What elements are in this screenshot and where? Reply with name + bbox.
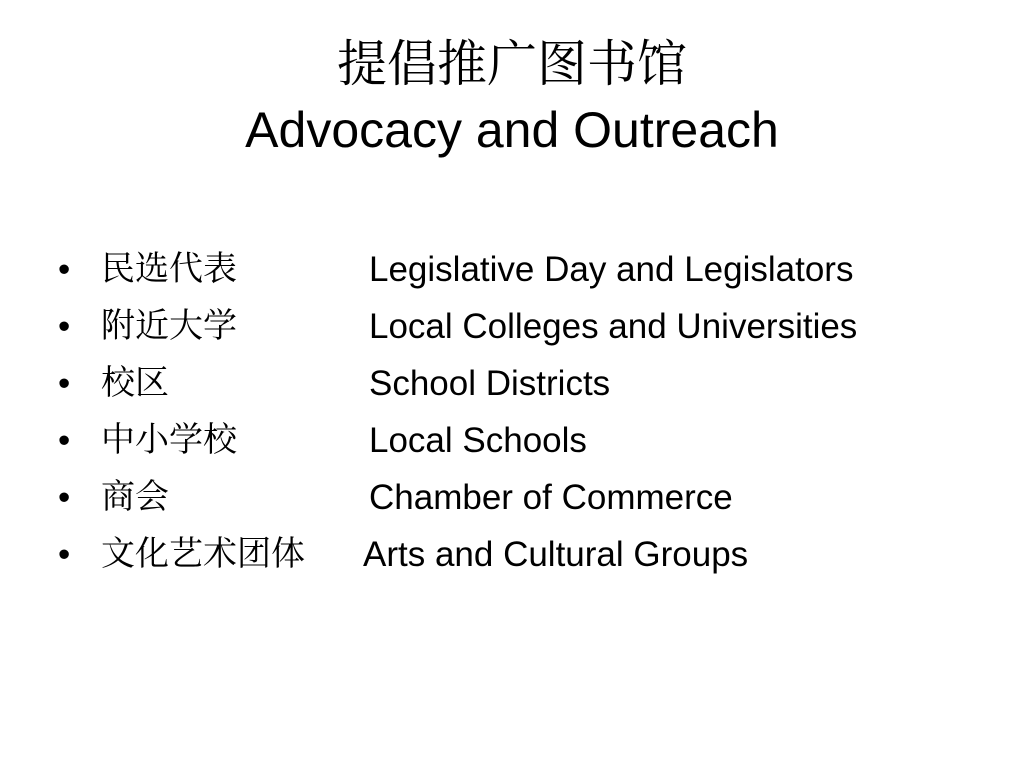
item-english: School Districts	[369, 364, 611, 403]
item-chinese: 民选代表	[101, 249, 237, 289]
item-english: Local Schools	[369, 421, 587, 460]
slide-title	[0, 28, 1024, 160]
bullet-icon: •	[58, 250, 71, 289]
bullet-icon: •	[58, 364, 71, 403]
item-chinese: 文化艺术团体	[101, 534, 305, 574]
title-english: Advocacy and Outreach	[245, 102, 779, 158]
item-english: Arts and Cultural Groups	[363, 535, 749, 574]
bullet-icon: •	[58, 478, 71, 517]
title-chinese: 提倡推广图书馆	[337, 35, 687, 93]
item-english: Legislative Day and Legislators	[369, 250, 854, 289]
item-chinese: 商会	[101, 477, 169, 517]
bullet-icon: •	[58, 421, 71, 460]
item-english: Chamber of Commerce	[369, 478, 733, 517]
item-english: Local Colleges and Universities	[369, 307, 858, 346]
item-chinese: 校区	[101, 363, 169, 403]
bullet-icon: •	[58, 307, 71, 346]
item-chinese: 中小学校	[101, 420, 237, 460]
item-chinese: 附近大学	[101, 306, 237, 346]
bullet-icon: •	[58, 535, 71, 574]
